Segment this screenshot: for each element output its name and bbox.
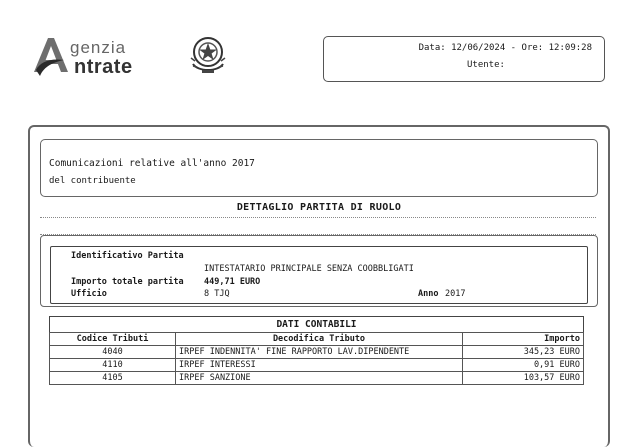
anno-label: Anno (418, 289, 439, 299)
time-value: 12:09:28 (548, 43, 592, 53)
table-row (50, 346, 584, 359)
partita-id-label: Identificativo Partita (71, 251, 184, 261)
decodifica-cell: IRPEF SANZIONE (176, 372, 463, 385)
date-value: 12/06/2024 (451, 43, 506, 53)
column-header-decodifica: Decodifica Tributo (176, 333, 463, 346)
user-label: Utente: (467, 60, 505, 70)
dati-contabili-title: DATI CONTABILI (49, 316, 584, 332)
partita-details (50, 246, 588, 304)
agenzia-entrate-logo (30, 32, 200, 80)
communications-box (40, 139, 598, 197)
ufficio-label: Ufficio (71, 289, 107, 299)
logo-word-entrate: ntrate (74, 56, 133, 78)
anno-value: 2017 (445, 289, 466, 299)
dati-contabili-table (49, 316, 584, 385)
session-info-box (323, 36, 605, 82)
codice-cell: 4105 (50, 372, 176, 385)
importo-cell: 0,91 EURO (463, 359, 584, 372)
table-header-row (50, 333, 584, 346)
section-title: DETTAGLIO PARTITA DI RUOLO (236, 202, 402, 213)
tributi-table (49, 332, 584, 385)
time-label: Ore: (521, 43, 544, 53)
intestatario-value: INTESTATARIO PRINCIPALE SENZA COOBBLIGATI (204, 264, 414, 274)
column-header-importo: Importo (463, 333, 584, 346)
main-frame (28, 125, 610, 447)
table-row (50, 372, 584, 385)
codice-cell: 4040 (50, 346, 176, 359)
ufficio-value: 8 TJQ (204, 289, 230, 299)
user-line (467, 60, 505, 70)
communications-subtitle: del contribuente (49, 176, 136, 186)
table-row (50, 359, 584, 372)
italian-republic-emblem-icon (188, 34, 228, 76)
date-label: Data: (418, 43, 446, 53)
codice-cell: 4110 (50, 359, 176, 372)
date-time-line: Data: 12/06/2024 - Ore: 12:09:28 (418, 43, 592, 53)
importo-cell: 103,57 EURO (463, 372, 584, 385)
importo-value: 449,71 EURO (204, 277, 261, 287)
divider-top (40, 217, 596, 218)
communications-title: Comunicazioni relative all'anno 2017 (49, 158, 255, 169)
column-header-codice: Codice Tributi (50, 333, 176, 346)
decodifica-cell: IRPEF INTERESSI (176, 359, 463, 372)
decodifica-cell: IRPEF INDENNITA' FINE RAPPORTO LAV.DIPENDENTE (176, 346, 463, 359)
logo-word-agenzia: genzia (70, 38, 127, 57)
importo-cell: 345,23 EURO (463, 346, 584, 359)
importo-label: Importo totale partita (71, 277, 184, 287)
partita-outer-box (40, 235, 598, 307)
